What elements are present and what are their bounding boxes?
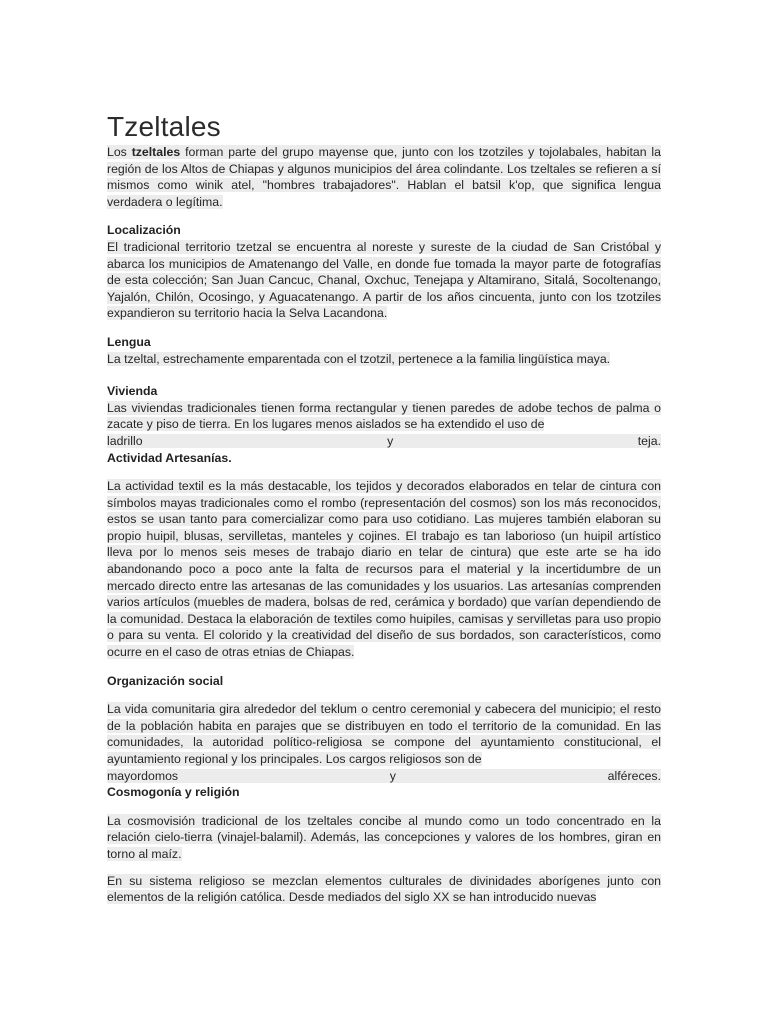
page-title: Tzeltales [107, 111, 221, 142]
section-heading-localizacion: Localización [107, 223, 181, 238]
section-heading-lengua: Lengua [107, 334, 151, 349]
section-text-vivienda [107, 400, 661, 433]
section-heading-organizacion: Organización social [107, 673, 224, 688]
intro-rest: forman parte del grupo mayense que, junto con los tzotziles y tojolabales, habitan la región de los Altos de Chiapas y algunos municipios del área colindante. Los tzeltales se refieren a sí mismos como winik atel, "hombres trabajadores". Hablan el batsil k'op, que significa lengua verdadera o legítima. [107, 145, 661, 209]
vivienda-last-line: ladrillo y teja. [107, 433, 661, 448]
section-text-localizacion [107, 239, 661, 322]
cosmogonia-text-2: En su sistema religioso se mezclan elementos culturales de divinidades aborígenes junto con elementos de la religión católica. Desde mediados del siglo XX se han introducido nuevas [107, 873, 661, 905]
section-text-cosmogonia-1 [107, 813, 661, 863]
section-text-lengua [107, 351, 661, 368]
section-text-artesanias [107, 478, 661, 661]
organizacion-text: La vida comunitaria gira alrededor del teklum o centro ceremonial y cabecera del municipio; el resto de la población habita en parajes que se distribuyen en todo el territorio de la comunidad. En las comunidades, la autoridad político-religiosa se compone del ayuntamiento constitucional, el ayuntamiento regional y los principales. Los cargos religiosos son de [107, 702, 661, 766]
lengua-text: La tzeltal, estrechamente emparentada con el tzotzil, pertenece a la familia lingüística maya. [107, 351, 611, 366]
cosmogonia-text-1: La cosmovisión tradicional de los tzeltales concibe al mundo como un todo concentrado en la relación cielo-tierra (vinajel-balamil). Además, las concepciones y valores de los hombres, giran en torno al maíz. [107, 813, 661, 861]
section-text-cosmogonia-2 [107, 873, 661, 906]
section-text-organizacion-last-line [107, 768, 661, 785]
section-text-organizacion [107, 701, 661, 767]
section-heading-vivienda: Vivienda [107, 384, 158, 399]
vivienda-text: Las viviendas tradicionales tienen forma rectangular y tienen paredes de adobe techos de palma o zacate y piso de tierra. En los lugares menos aislados se ha extendido el uso de [107, 400, 661, 432]
organizacion-last-line: mayordomos y alféreces. [107, 768, 661, 783]
intro-prefix: Los [107, 145, 132, 159]
intro-paragraph [107, 144, 661, 210]
localizacion-text: El tradicional territorio tzetzal se encuentra al noreste y sureste de la ciudad de San Cristóbal y abarca los municipios de Amatenango del Valle, en donde fue tomada la mayor parte de fotografías de esta colección; San Juan Cancuc, Chanal, Oxchuc, Tenejapa y Altamirano, Sitalá, Socoltenango, Yajalón, Chilón, Ocosingo, y Aguacatenango. A partir de los años cincuenta, junto con los tzotziles expandieron su territorio hacia la Selva Lacandona. [107, 239, 661, 321]
intro-bold-term: tzeltales [131, 145, 181, 159]
section-heading-cosmogonia: Cosmogonía y religión [107, 785, 240, 800]
section-heading-artesanias: Actividad Artesanías. [107, 450, 232, 465]
section-text-vivienda-last-line [107, 433, 661, 450]
artesanias-text: La actividad textil es la más destacable, los tejidos y decorados elaborados en telar de cintura con símbolos mayas tradicionales como el rombo (representación del cosmos) son los más reconocidos, estos se usan tanto para comercializar como para uso cotidiano. Las mujeres también elaboran su propio huipil, blusas, servilletas, manteles y cojines. El trabajo es tan laborioso (un huipil artístico lleva por lo menos seis meses de trabajo diario en telar de cintura) que este arte se ha ido abandonando poco a poco ante la falta de recursos para el material y la incertidumbre de un mercado directo entre las artesanas de las comunidades y los usuarios. Las artesanías comprenden varios artículos (muebles de madera, bolsas de red, cerámica y bordado) que varían dependiendo de la comunidad. Destaca la elaboración de textiles como huipiles, camisas y servilletas para uso propio o para su venta. El colorido y la creatividad del diseño de sus bordados, son característicos, como ocurre en el caso de otras etnias de Chiapas. [107, 479, 661, 660]
document-body [107, 110, 661, 906]
